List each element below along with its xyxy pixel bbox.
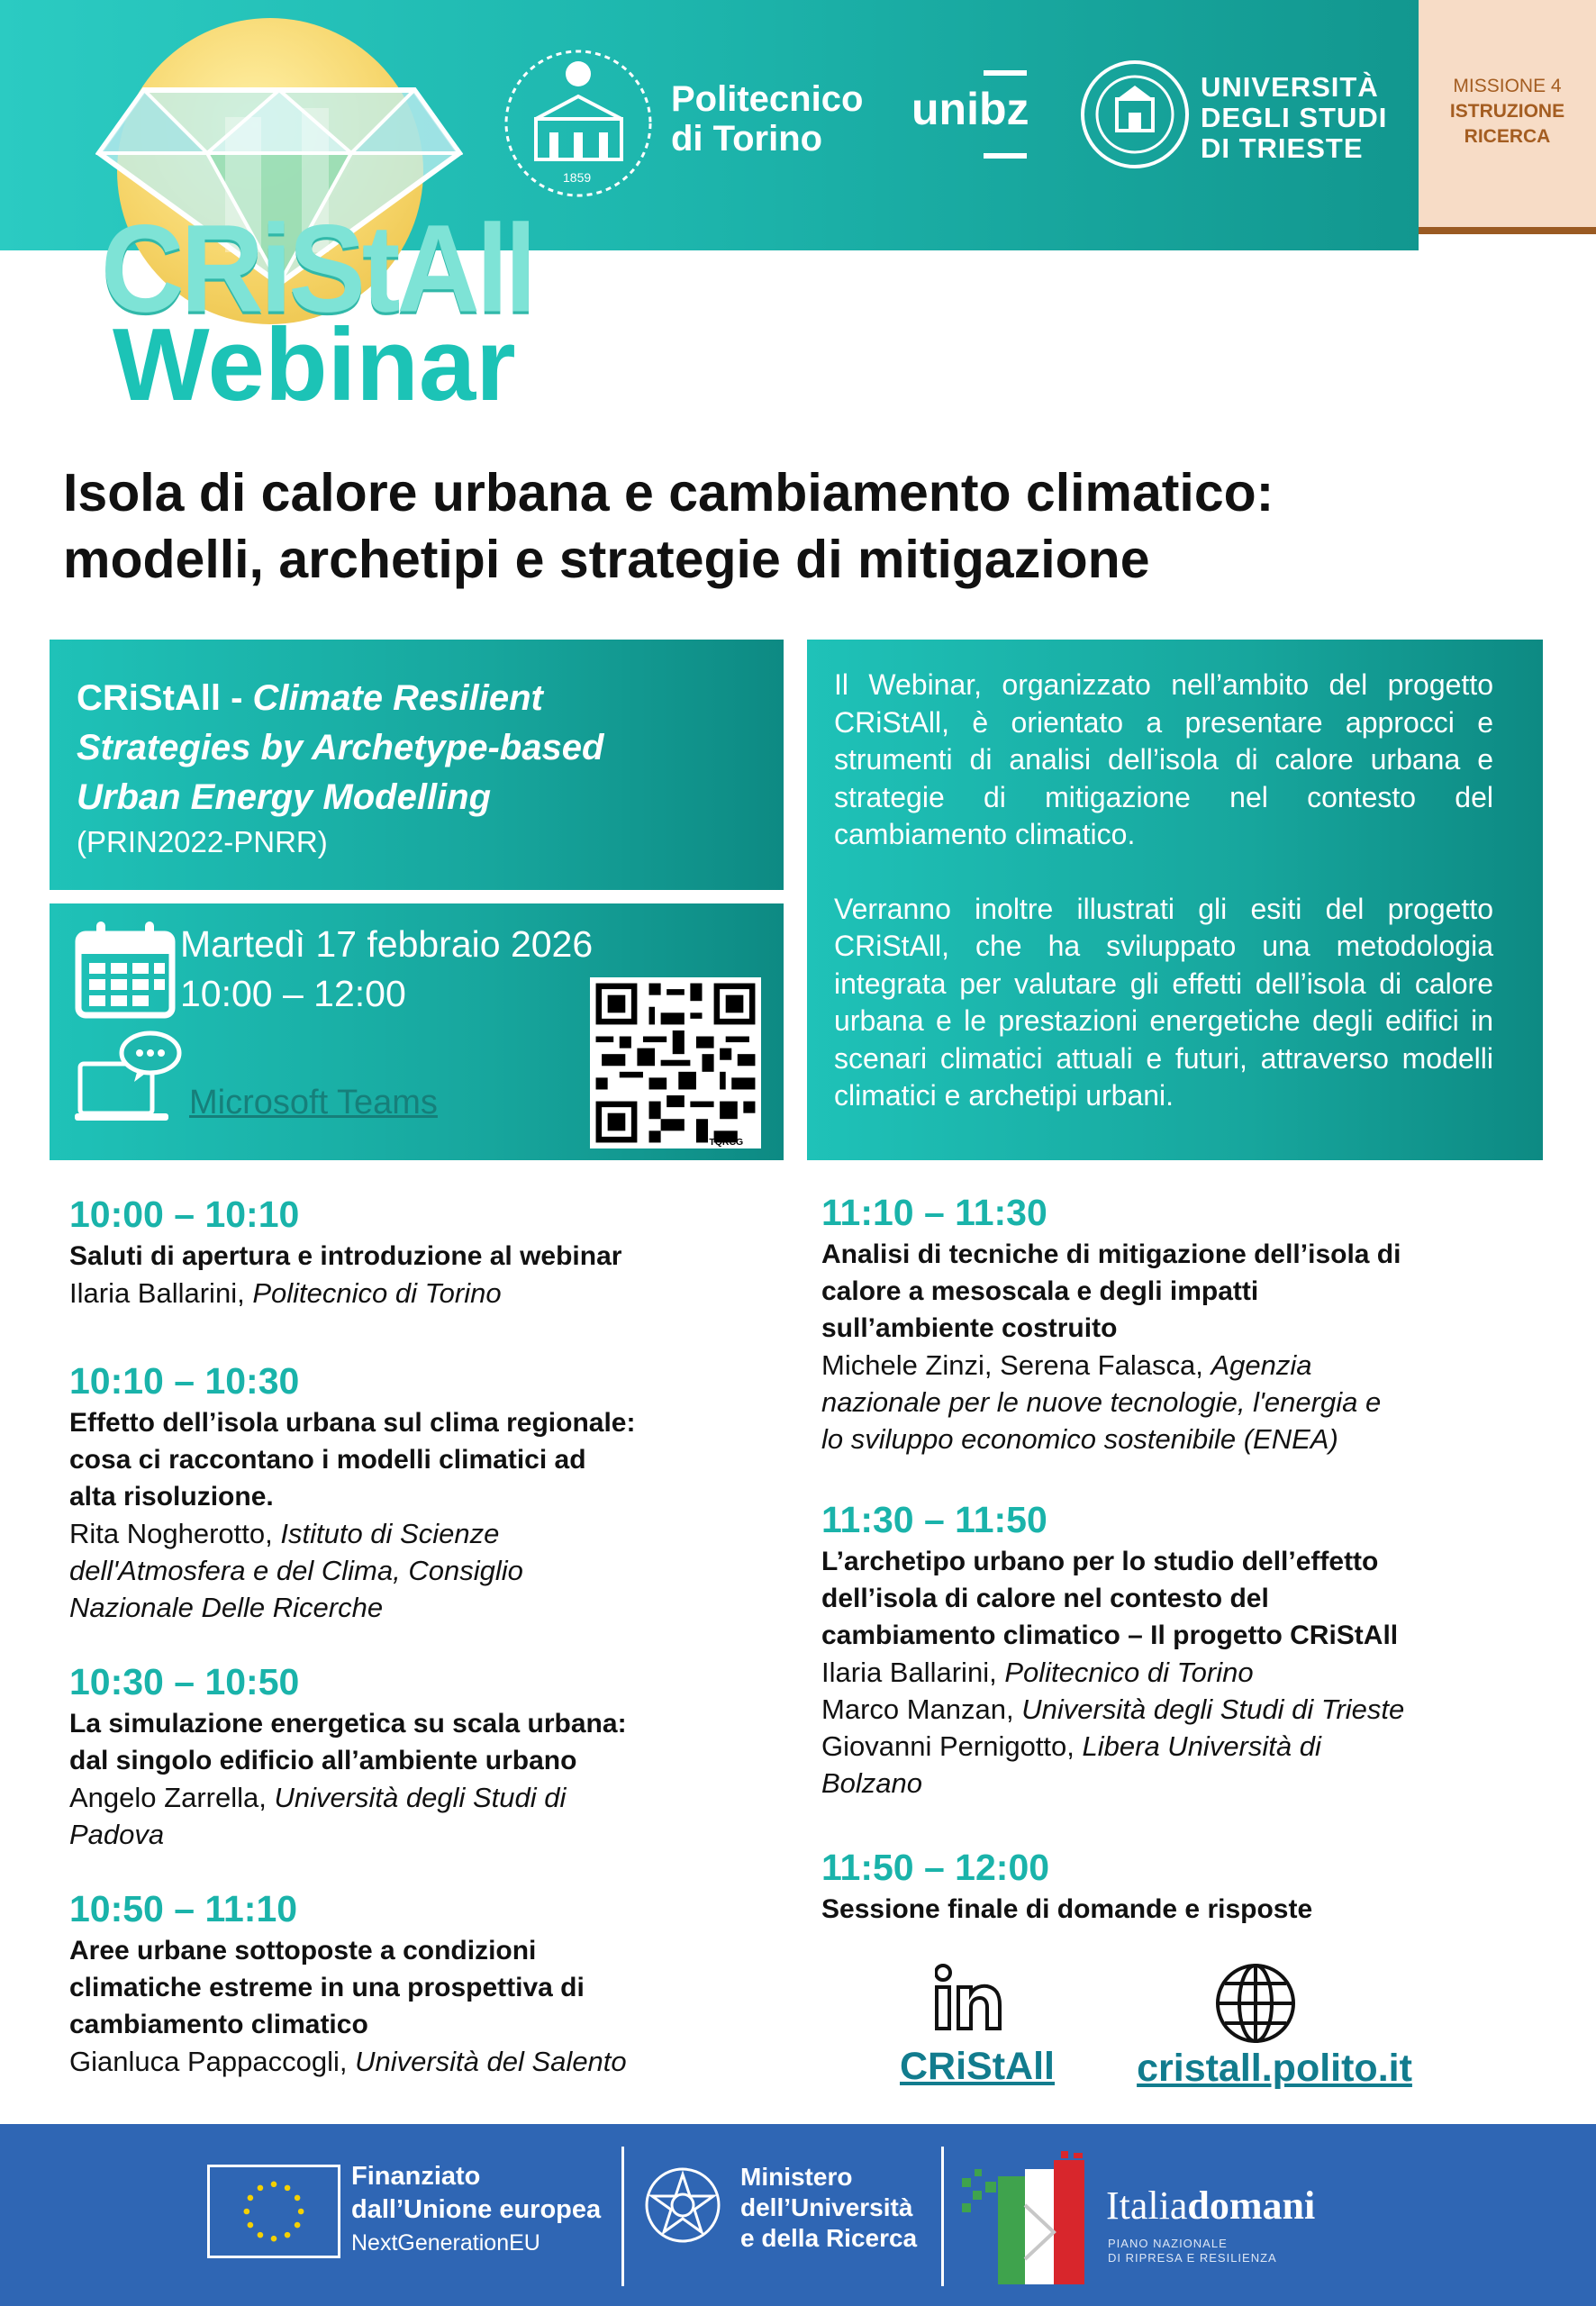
slot-title: cambiamento climatico – Il progetto CRiStAll	[821, 1621, 1399, 1650]
slot-speaker	[821, 1384, 1560, 1421]
slot-title: dell’isola di calore nel contesto del	[821, 1584, 1269, 1613]
units-line-1: UNIVERSITÀ	[1201, 71, 1379, 103]
speaker-affiliation: dell'Atmosfera e del Clima, Consiglio	[69, 1555, 523, 1586]
slot-time: 10:10 – 10:30	[69, 1360, 300, 1402]
polito-line-2: di Torino	[671, 119, 823, 159]
project-name-line-1	[77, 674, 757, 723]
eu-star	[271, 2182, 277, 2188]
units-seal-icon	[1079, 59, 1192, 171]
footer-divider-1	[621, 2147, 624, 2286]
agenda-slot	[69, 1191, 790, 1312]
event-box	[50, 903, 784, 1160]
italiadomani-flag-icon	[962, 2151, 1097, 2286]
slot-title: La simulazione energetica su scala urbana:	[69, 1709, 627, 1739]
agenda-slot	[821, 1189, 1560, 1457]
agenda-slot	[69, 1885, 790, 2080]
event-datetime	[180, 920, 593, 1019]
eu-star	[248, 2222, 254, 2229]
italiadomani-subtitle	[1108, 2237, 1277, 2265]
qr-code[interactable]	[590, 977, 761, 1148]
project-code: (PRIN2022-PNRR)	[77, 825, 328, 858]
eu-star	[285, 2232, 291, 2238]
eu-line-1: Finanziato	[351, 2162, 481, 2191]
slot-speaker	[821, 1765, 1560, 1802]
linkedin-icon[interactable]	[935, 1964, 1002, 2030]
slot-speaker	[69, 1275, 790, 1312]
agenda-slot	[69, 1357, 790, 1626]
slot-title: Aree urbane sottoposte a condizioni	[69, 1936, 537, 1966]
speaker-affiliation: Università del Salento	[355, 2046, 627, 2077]
project-full-1: Climate Resilient	[252, 678, 543, 718]
speaker-name: Gianluca Pappaccogli,	[69, 2046, 356, 2077]
description-paragraph-2: Verranno inoltre illustrati gli esiti del progetto CRiStAll, che ha sviluppato una metodologia integrata per valutare gli effetti dell’isola di calore urbana e le prestazioni energetiche degli edifici in scenari climatici attuali e futuri, attraverso modelli climatici e archetipi urbani.	[834, 892, 1493, 1112]
speaker-affiliation: lo sviluppo economico sostenibile (ENEA)	[821, 1423, 1338, 1455]
teams-link[interactable]: Microsoft Teams	[189, 1084, 438, 1121]
project-box	[50, 640, 784, 890]
slot-time: 11:30 – 11:50	[821, 1499, 1047, 1540]
eu-star	[244, 2209, 250, 2215]
slot-speaker	[821, 1691, 1560, 1728]
event-time: 10:00 – 12:00	[180, 973, 406, 1014]
eu-star	[285, 2185, 291, 2192]
project-full-2: Strategies by Archetype-based	[77, 728, 604, 767]
polito-line-1: Politecnico	[671, 79, 864, 119]
mur-line-2: dell’Università	[740, 2193, 913, 2221]
mur-text	[740, 2162, 917, 2254]
slot-speaker	[69, 2043, 790, 2080]
speaker-affiliation: Libera Università di	[1082, 1730, 1321, 1762]
speaker-affiliation: Agenzia	[1211, 1349, 1312, 1381]
eu-star	[271, 2236, 277, 2242]
project-acronym: CRiStAll -	[77, 678, 253, 718]
speaker-affiliation: Università degli Studi di Trieste	[1021, 1693, 1405, 1725]
speaker-affiliation: Politecnico di Torino	[252, 1277, 502, 1309]
slot-speaker	[821, 1421, 1560, 1457]
slot-time: 11:50 – 12:00	[821, 1847, 1050, 1888]
project-name-line-2	[77, 723, 757, 773]
slot-time: 11:10 – 11:30	[821, 1192, 1047, 1233]
speaker-name: Marco Manzan,	[821, 1693, 1022, 1725]
units-line-3: DI TRIESTE	[1201, 132, 1364, 164]
slot-speaker	[69, 1589, 790, 1626]
mur-line-3: e della Ricerca	[740, 2224, 918, 2252]
slot-time: 10:00 – 10:10	[69, 1194, 300, 1235]
laptop-chat-icon	[75, 1030, 183, 1129]
polito-seal-icon	[500, 47, 657, 200]
eu-line-2: dall’Unione europea	[351, 2195, 602, 2224]
unibz-rule-top	[984, 70, 1027, 76]
slot-speaker	[69, 1515, 790, 1552]
speaker-name: Rita Nogherotto,	[69, 1518, 281, 1549]
title-line-2: modelli, archetipi e strategie di mitigazione	[63, 530, 1150, 589]
agenda-slot	[821, 1496, 1560, 1802]
missione-line-3: RICERCA	[1464, 126, 1551, 147]
speaker-affiliation: Nazionale Delle Ricerche	[69, 1592, 384, 1623]
speaker-affiliation: Bolzano	[821, 1767, 923, 1799]
slot-title: cosa ci raccontano i modelli climatici ad	[69, 1445, 586, 1475]
speaker-name: Giovanni Pernigotto,	[821, 1730, 1083, 1762]
page-title	[63, 459, 1540, 593]
agenda-slot	[821, 1844, 1560, 1928]
eu-star	[295, 2222, 301, 2229]
title-line-1: Isola di calore urbana e cambiamento climatico:	[63, 463, 1274, 522]
slot-time: 10:50 – 11:10	[69, 1888, 298, 1929]
mur-line-1: Ministero	[740, 2163, 853, 2191]
slot-time: 10:30 – 10:50	[69, 1661, 300, 1702]
slot-title: alta risoluzione.	[69, 1482, 274, 1512]
polito-name	[671, 79, 863, 159]
speaker-name: Ilaria Ballarini,	[69, 1277, 253, 1309]
agenda-slot	[69, 1658, 790, 1853]
slot-title: cambiamento climatico	[69, 2010, 368, 2039]
slot-speaker	[69, 1816, 790, 1853]
units-line-2: DEGLI STUDI	[1201, 102, 1388, 133]
eu-star	[258, 2232, 264, 2238]
footer-divider-2	[941, 2147, 944, 2286]
speaker-affiliation: Politecnico di Torino	[1004, 1657, 1254, 1688]
italia-sub-1: PIANO NAZIONALE	[1108, 2237, 1228, 2250]
slot-title: sull’ambiente costruito	[821, 1313, 1118, 1343]
eu-funding-text	[351, 2160, 601, 2260]
slot-speaker	[69, 1552, 790, 1589]
slot-title: Sessione finale di domande e risposte	[821, 1894, 1313, 1924]
speaker-affiliation: Università degli Studi di	[274, 1782, 567, 1813]
slot-speaker	[69, 1779, 790, 1816]
unibz-rule-bottom	[984, 153, 1027, 159]
eu-flag-icon	[207, 2165, 340, 2258]
funding-footer	[0, 2124, 1596, 2306]
speaker-name: Ilaria Ballarini,	[821, 1657, 1005, 1688]
domani-word: domani	[1187, 2183, 1316, 2228]
slot-title: Effetto dell’isola urbana sul clima regionale:	[69, 1408, 636, 1438]
missione-line-1: MISSIONE 4	[1453, 76, 1562, 96]
qr-tag: TQRCG	[709, 1138, 744, 1148]
units-name	[1201, 72, 1387, 164]
italian-emblem-icon	[639, 2158, 726, 2257]
slot-title: L’archetipo urbano per lo studio dell’effetto	[821, 1547, 1379, 1576]
linkedin-link[interactable]: CRiStAll	[900, 2045, 1055, 2088]
missione-badge	[1419, 0, 1596, 230]
speaker-affiliation: Istituto di Scienze	[280, 1518, 500, 1549]
slot-speaker	[821, 1654, 1560, 1691]
italiadomani-wordmark	[1106, 2183, 1315, 2229]
unibz-logo: unibz	[911, 84, 1029, 134]
project-name-line-3	[77, 773, 757, 822]
description-box	[807, 640, 1543, 1160]
speaker-name: Angelo Zarrella,	[69, 1782, 275, 1813]
svg-text:1859: 1859	[563, 170, 592, 185]
italia-word: Italia	[1106, 2183, 1188, 2228]
slot-speaker	[821, 1728, 1560, 1765]
eu-star	[248, 2195, 254, 2202]
speaker-affiliation: Padova	[69, 1819, 165, 1850]
slot-title: Analisi di tecniche di mitigazione dell’isola di	[821, 1239, 1401, 1269]
slot-title: Saluti di apertura e introduzione al webinar	[69, 1241, 622, 1271]
project-full-3: Urban Energy Modelling	[77, 777, 492, 817]
eu-line-3: NextGenerationEU	[351, 2230, 540, 2256]
slot-title: climatiche estreme in una prospettiva di	[69, 1973, 585, 2002]
eu-star	[298, 2209, 304, 2215]
speaker-affiliation: nazionale per le nuove tecnologie, l'energia e	[821, 1386, 1382, 1418]
description-paragraph-1: Il Webinar, organizzato nell’ambito del progetto CRiStAll, è orientato a presentare approcci e strumenti di analisi dell’isola di calore urbana e strategie di mitigazione nel contesto del cambiamento climatico.	[834, 668, 1493, 850]
slot-speaker	[821, 1347, 1560, 1384]
missione-rule	[1419, 227, 1596, 234]
missione-line-2: ISTRUZIONE	[1449, 101, 1565, 122]
slot-title: calore a mesoscala e degli impatti	[821, 1276, 1259, 1306]
italia-sub-2: DI RIPRESA E RESILIENZA	[1108, 2251, 1277, 2265]
website-link[interactable]: cristall.polito.it	[1137, 2047, 1412, 2090]
eu-star	[258, 2185, 264, 2192]
eu-star	[295, 2195, 301, 2202]
globe-icon[interactable]	[1214, 1962, 1297, 2045]
event-date: Martedì 17 febbraio 2026	[180, 923, 594, 965]
speaker-name: Michele Zinzi, Serena Falasca,	[821, 1349, 1211, 1381]
slot-title: dal singolo edificio all’ambiente urbano	[69, 1746, 577, 1775]
calendar-icon	[75, 920, 176, 1019]
cristall-wordmark: CRiStAll	[101, 199, 533, 339]
webinar-wordmark: Webinar	[113, 308, 516, 422]
